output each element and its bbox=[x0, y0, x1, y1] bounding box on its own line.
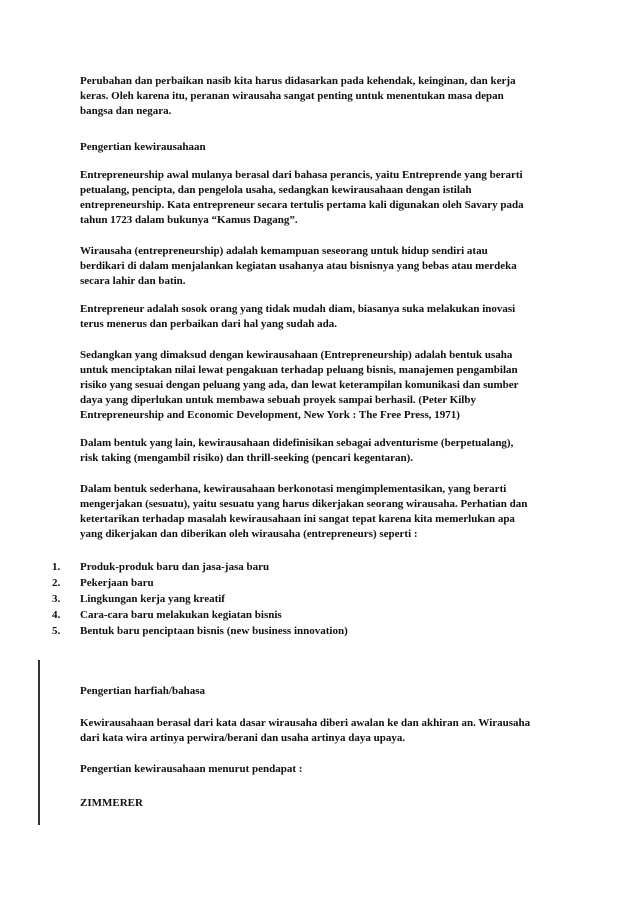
paragraph-kilby-definition: Sedangkan yang dimaksud dengan kewirausahaan (Entrepreneurship) adalah bentuk usaha untuk menciptakan nilai lewat pengakuan terhadap peluang bisnis, manajemen pengambilan risiko yang sesuai dengan peluang yang ada, dan lewat keterampilan komunikasi dan sumber daya yang diperlukan untuk membawa sebuah proyek sampai berhasil. (Peter Kilby Entrepreneurship and Economic Development, New York : The Free Press, 1971) bbox=[80, 349, 519, 421]
paragraph-entrepreneurship-origin: Entrepreneurship awal mulanya berasal dari bahasa perancis, yaitu Entreprende yang berarti petualang, pencipta, dan pengelola usaha, sedangkan kewirausahaan dengan istilah entrepreneurship. Kata entrepreneur secara tertulis pertama kali digunakan oleh Savary pada tahun 1723 dalam bukunya “Kamus Dagang”. bbox=[80, 169, 524, 226]
heading-harfiah: Pengertian harfiah/bahasa bbox=[80, 685, 205, 697]
paragraph-intro: Perubahan dan perbaikan nasib kita harus didasarkan pada kehendak, keinginan, dan kerja keras. Oleh karena itu, peranan wirausaha sangat penting untuk menentukan masa depan bangsa dan negara. bbox=[80, 75, 516, 117]
list-item: 1. Produk-produk baru dan jasa-jasa baru bbox=[52, 561, 270, 573]
heading-pengertian-kewirausahaan: Pengertian kewirausahaan bbox=[80, 141, 206, 153]
paragraph-adventurism: Dalam bentuk yang lain, kewirausahaan didefinisikan sebagai adventurisme (berpetualang), risk taking (mengambil risiko) dan thrill-seeking (pencari kegentaran). bbox=[80, 437, 514, 464]
heading-menurut-pendapat: Pengertian kewirausahaan menurut pendapat : bbox=[80, 763, 303, 775]
paragraph-wirausaha-definition: Wirausaha (entrepreneurship) adalah kemampuan seseorang untuk hidup sendiri atau berdikari di dalam menjalankan kegiatan usahanya atau bisnisnya yang bebas atau merdeka secara lahir dan batin. bbox=[80, 245, 517, 287]
list-item: 2. Pekerjaan baru bbox=[52, 577, 154, 589]
list-item: 5. Bentuk baru penciptaan bisnis (new business innovation) bbox=[52, 625, 348, 637]
paragraph-simple-form: Dalam bentuk sederhana, kewirausahaan berkonotasi mengimplementasikan, yang berarti mengerjakan (sesuatu), yaitu sesuatu yang harus dikerjakan seorang wirausaha. Perhatian dan ketertarikan terhadap masalah kewirausahaan ini sangat tepat karena kita memerlukan apa yang dikerjakan dan diberikan oleh wirausaha (entrepreneurs) seperti : bbox=[80, 483, 528, 540]
numbered-list bbox=[44, 560, 348, 640]
heading-zimmerer: ZIMMERER bbox=[80, 797, 143, 809]
paragraph-harfiah-definition: Kewirausahaan berasal dari kata dasar wirausaha diberi awalan ke dan akhiran an. Wirausaha dari kata wira artinya perwira/berani dan usaha artinya daya upaya. bbox=[80, 717, 531, 744]
paragraph-entrepreneur-definition: Entrepreneur adalah sosok orang yang tidak mudah diam, biasanya suka melakukan inovasi terus menerus dan perbaikan dari hal yang sudah ada. bbox=[80, 303, 516, 330]
list-item: 4. Cara-cara baru melakukan kegiatan bisnis bbox=[52, 609, 282, 621]
list-item: 3. Lingkungan kerja yang kreatif bbox=[52, 593, 225, 605]
margin-change-bar bbox=[38, 660, 40, 825]
